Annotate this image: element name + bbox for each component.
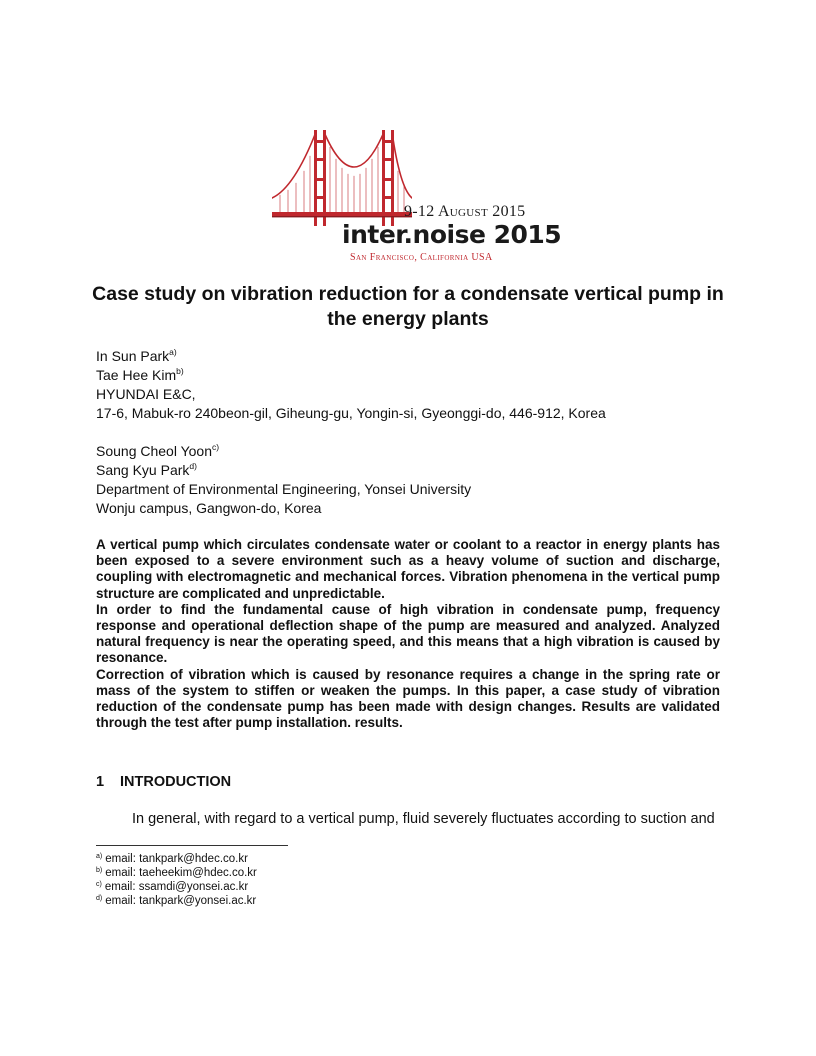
footnote: $^{b)}$ email: taeheekim@hdec.co.kr xyxy=(96,867,257,879)
footnote-mark: a) xyxy=(96,853,103,860)
author-mark: a) xyxy=(169,347,177,357)
author-affiliation: HYUNDAI E&C, xyxy=(96,386,196,402)
paper-title: Case study on vibration reduction for a condensate vertical pump in the energy plants xyxy=(92,283,724,330)
author-group-1 xyxy=(96,347,606,423)
author-affiliation: Department of Environmental Engineering, Yonsei University xyxy=(96,481,472,497)
logo-name: inter.noise 2015 xyxy=(342,220,562,249)
author-mark: b) xyxy=(176,366,184,376)
author-address: 17-6, Mabuk-ro 240beon-gil, Giheung-gu, Yongin-si, Gyeonggi-do, 446-912, Korea xyxy=(96,405,606,421)
footnotes xyxy=(96,852,257,908)
author-name: Soung Cheol Yoon$^{c)}$ xyxy=(96,442,220,459)
section-number: 1 xyxy=(96,774,105,790)
footnote: $^{a)}$ email: tankpark@hdec.co.kr xyxy=(96,853,248,865)
logo-date: 9-12 August 2015 xyxy=(404,203,526,220)
author-name: Sang Kyu Park$^{d)}$ xyxy=(96,461,197,478)
abstract-paragraph: In order to find the fundamental cause of high vibration in condensate pump, frequency response and operational deflection shape of the pump are measured and analyzed. Analyzed natural frequency is near the operating speed, and this means that a high vibration is caused by resonance. xyxy=(96,601,720,666)
section-heading xyxy=(96,774,231,790)
footnote-divider xyxy=(96,845,288,846)
golden-gate-bridge-icon xyxy=(272,128,412,228)
author-group-2 xyxy=(96,442,471,518)
conference-logo xyxy=(272,128,562,266)
author-address: Wonju campus, Gangwon-do, Korea xyxy=(96,500,322,516)
footnote-mark: d) xyxy=(96,895,103,902)
author-mark: d) xyxy=(189,461,197,471)
section-title: INTRODUCTION xyxy=(120,774,232,790)
footnote-mark: c) xyxy=(96,881,102,888)
intro-text: In general, with regard to a vertical pump, fluid severely fluctuates according to suction and xyxy=(132,811,715,827)
footnote: $^{d)}$ email: tankpark@yonsei.ac.kr xyxy=(96,895,257,907)
author-name: Tae Hee Kim$^{b)}$ xyxy=(96,366,184,383)
footnote-mark: b) xyxy=(96,867,103,874)
abstract-paragraph: Correction of vibration which is caused by resonance requires a change in the spring rate or mass of the system to stiffen or weaken the pumps. In this paper, a case study of vibration reduction of the condensate pump has been made with design changes. Results are validated through the test after pump installation. results. xyxy=(96,666,720,731)
footnote: $^{c)}$ email: ssamdi@yonsei.ac.kr xyxy=(96,881,249,893)
logo-location: San Francisco, California USA xyxy=(350,252,493,263)
author-mark: c) xyxy=(212,442,220,452)
abstract-paragraph: A vertical pump which circulates condensate water or coolant to a reactor in energy plants has been exposed to a severe environment such as a heavy volume of suction and discharge, coupling with electromagnetic and mechanical forces. Vibration phenomena in the vertical pump structure are complicated and unpredictable. xyxy=(96,537,720,601)
abstract xyxy=(96,537,720,731)
author-name: In Sun Park$^{a)}$ xyxy=(96,347,177,364)
